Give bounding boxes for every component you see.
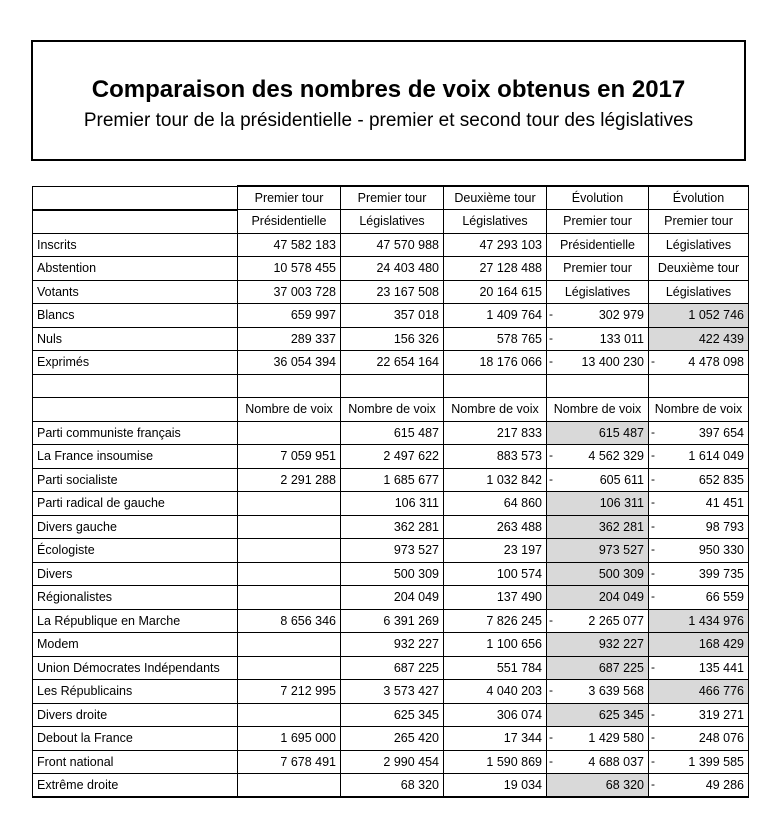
empty-cell (33, 374, 238, 398)
table-row (33, 750, 749, 774)
cell-evolution-1: - 13 400 230 (547, 351, 649, 375)
row-label: Inscrits (33, 233, 238, 257)
cell-legislatives-1: 204 049 (341, 586, 444, 610)
cell-legislatives-2: 263 488 (444, 515, 547, 539)
cell-legislatives-1: 3 573 427 (341, 680, 444, 704)
row-label: Blancs (33, 304, 238, 328)
col-header-leg2: Deuxième tour (444, 186, 547, 210)
cell-legislatives-1: 24 403 480 (341, 257, 444, 281)
party-label: Divers droite (33, 703, 238, 727)
cell-evolution-2: 1 434 976 (649, 609, 749, 633)
empty-cell (33, 186, 238, 210)
empty-cell (238, 374, 341, 398)
col-header-pres: Premier tour (238, 186, 341, 210)
col-subheader-leg2: Législatives (444, 210, 547, 234)
evo-header-2: Deuxième tour (649, 257, 749, 281)
cell-legislatives-1: 687 225 (341, 656, 444, 680)
cell-legislatives-2: 1 409 764 (444, 304, 547, 328)
cell-presidentielle (238, 774, 341, 798)
title-box (31, 40, 746, 161)
cell-evolution-1: - 4 562 329 (547, 445, 649, 469)
cell-legislatives-2: 217 833 (444, 421, 547, 445)
evo-header-2: Législatives (649, 233, 749, 257)
table-row (33, 633, 749, 657)
party-label: Front national (33, 750, 238, 774)
cell-presidentielle (238, 539, 341, 563)
table-row (33, 468, 749, 492)
cell-legislatives-1: 500 309 (341, 562, 444, 586)
cell-evolution-1: 625 345 (547, 703, 649, 727)
cell-legislatives-1: 68 320 (341, 774, 444, 798)
table-row (33, 304, 749, 328)
party-label: Parti radical de gauche (33, 492, 238, 516)
col-subheader-leg1: Législatives (341, 210, 444, 234)
table-row (33, 233, 749, 257)
cell-legislatives-2: 551 784 (444, 656, 547, 680)
empty-cell (649, 374, 749, 398)
empty-cell (547, 374, 649, 398)
party-label: Parti socialiste (33, 468, 238, 492)
cell-legislatives-1: 6 391 269 (341, 609, 444, 633)
cell-evolution-2: 1 052 746 (649, 304, 749, 328)
table-row (33, 539, 749, 563)
cell-evolution-2: - 49 286 (649, 774, 749, 798)
party-label: Debout la France (33, 727, 238, 751)
table-row (33, 515, 749, 539)
cell-legislatives-1: 357 018 (341, 304, 444, 328)
party-label: La République en Marche (33, 609, 238, 633)
cell-evolution-1: 106 311 (547, 492, 649, 516)
table-row (33, 257, 749, 281)
cell-legislatives-2: 23 197 (444, 539, 547, 563)
row-label: Nuls (33, 327, 238, 351)
party-label: Extrême droite (33, 774, 238, 798)
voix-header: Nombre de voix (238, 398, 341, 422)
cell-evolution-1: 973 527 (547, 539, 649, 563)
cell-evolution-2: - 950 330 (649, 539, 749, 563)
party-label: Divers (33, 562, 238, 586)
empty-cell (341, 374, 444, 398)
comparison-table (32, 185, 749, 798)
cell-legislatives-1: 156 326 (341, 327, 444, 351)
table-row (33, 703, 749, 727)
party-label: Parti communiste français (33, 421, 238, 445)
cell-evolution-1: - 2 265 077 (547, 609, 649, 633)
cell-evolution-1: - 3 639 568 (547, 680, 649, 704)
table-row (33, 445, 749, 469)
cell-evolution-1: 362 281 (547, 515, 649, 539)
cell-evolution-1: 615 487 (547, 421, 649, 445)
cell-presidentielle: 7 678 491 (238, 750, 341, 774)
cell-presidentielle: 8 656 346 (238, 609, 341, 633)
table-row (33, 421, 749, 445)
cell-presidentielle: 2 291 288 (238, 468, 341, 492)
cell-evolution-1: 932 227 (547, 633, 649, 657)
cell-evolution-1: - 1 429 580 (547, 727, 649, 751)
cell-evolution-2: - 66 559 (649, 586, 749, 610)
cell-presidentielle: 37 003 728 (238, 280, 341, 304)
col-header-evo1: Évolution (547, 186, 649, 210)
row-label: Exprimés (33, 351, 238, 375)
party-label: Union Démocrates Indépendants (33, 656, 238, 680)
col-subheader-evo2: Premier tour (649, 210, 749, 234)
evo-header-1: Premier tour (547, 257, 649, 281)
table-row (33, 280, 749, 304)
cell-evolution-2: - 41 451 (649, 492, 749, 516)
party-label: Divers gauche (33, 515, 238, 539)
voix-header-row (33, 398, 749, 422)
cell-legislatives-1: 973 527 (341, 539, 444, 563)
table-row (33, 774, 749, 798)
cell-evolution-1: - 133 011 (547, 327, 649, 351)
cell-legislatives-1: 2 497 622 (341, 445, 444, 469)
cell-legislatives-1: 47 570 988 (341, 233, 444, 257)
cell-presidentielle (238, 515, 341, 539)
cell-evolution-1: 687 225 (547, 656, 649, 680)
cell-evolution-2: 168 429 (649, 633, 749, 657)
cell-legislatives-1: 1 685 677 (341, 468, 444, 492)
table-row (33, 351, 749, 375)
party-label: Les Républicains (33, 680, 238, 704)
table-row (33, 609, 749, 633)
cell-evolution-2: - 4 478 098 (649, 351, 749, 375)
cell-presidentielle: 289 337 (238, 327, 341, 351)
cell-evolution-1: - 302 979 (547, 304, 649, 328)
cell-presidentielle: 659 997 (238, 304, 341, 328)
cell-presidentielle (238, 562, 341, 586)
cell-presidentielle (238, 586, 341, 610)
cell-legislatives-2: 17 344 (444, 727, 547, 751)
empty-cell (33, 398, 238, 422)
cell-legislatives-1: 265 420 (341, 727, 444, 751)
empty-cell (33, 210, 238, 234)
cell-presidentielle (238, 633, 341, 657)
cell-legislatives-1: 22 654 164 (341, 351, 444, 375)
cell-evolution-2: - 1 614 049 (649, 445, 749, 469)
party-label: Écologiste (33, 539, 238, 563)
cell-evolution-2: - 248 076 (649, 727, 749, 751)
page-subtitle: Premier tour de la présidentielle - premier et second tour des législatives (83, 110, 694, 131)
header-row-2 (33, 210, 749, 234)
table-row (33, 656, 749, 680)
cell-evolution-2: - 319 271 (649, 703, 749, 727)
cell-evolution-1: 500 309 (547, 562, 649, 586)
col-subheader-evo1: Premier tour (547, 210, 649, 234)
cell-evolution-2: - 652 835 (649, 468, 749, 492)
table-row (33, 327, 749, 351)
cell-legislatives-2: 27 128 488 (444, 257, 547, 281)
voix-header: Nombre de voix (444, 398, 547, 422)
cell-presidentielle: 10 578 455 (238, 257, 341, 281)
cell-presidentielle (238, 703, 341, 727)
cell-legislatives-2: 578 765 (444, 327, 547, 351)
cell-evolution-1: 204 049 (547, 586, 649, 610)
cell-evolution-2: - 98 793 (649, 515, 749, 539)
evo-header-2: Législatives (649, 280, 749, 304)
voix-header: Nombre de voix (649, 398, 749, 422)
cell-legislatives-1: 106 311 (341, 492, 444, 516)
cell-evolution-2: 466 776 (649, 680, 749, 704)
cell-legislatives-1: 23 167 508 (341, 280, 444, 304)
table-row (33, 727, 749, 751)
col-subheader-pres: Présidentielle (238, 210, 341, 234)
cell-legislatives-2: 7 826 245 (444, 609, 547, 633)
cell-presidentielle (238, 421, 341, 445)
cell-evolution-2: - 397 654 (649, 421, 749, 445)
table-row (33, 680, 749, 704)
cell-presidentielle: 47 582 183 (238, 233, 341, 257)
table-body (33, 186, 749, 797)
party-label: Modem (33, 633, 238, 657)
header-row-1 (33, 186, 749, 210)
cell-legislatives-2: 64 860 (444, 492, 547, 516)
row-label: Votants (33, 280, 238, 304)
row-label: Abstention (33, 257, 238, 281)
col-header-leg1: Premier tour (341, 186, 444, 210)
cell-presidentielle (238, 656, 341, 680)
cell-legislatives-1: 615 487 (341, 421, 444, 445)
cell-evolution-2: - 399 735 (649, 562, 749, 586)
empty-cell (444, 374, 547, 398)
cell-presidentielle: 7 212 995 (238, 680, 341, 704)
cell-presidentielle (238, 492, 341, 516)
cell-evolution-1: 68 320 (547, 774, 649, 798)
cell-evolution-2: - 1 399 585 (649, 750, 749, 774)
cell-legislatives-2: 137 490 (444, 586, 547, 610)
cell-presidentielle: 7 059 951 (238, 445, 341, 469)
cell-presidentielle: 1 695 000 (238, 727, 341, 751)
cell-legislatives-2: 18 176 066 (444, 351, 547, 375)
cell-legislatives-1: 362 281 (341, 515, 444, 539)
party-label: La France insoumise (33, 445, 238, 469)
voix-header: Nombre de voix (341, 398, 444, 422)
cell-legislatives-1: 625 345 (341, 703, 444, 727)
cell-legislatives-2: 100 574 (444, 562, 547, 586)
cell-legislatives-1: 2 990 454 (341, 750, 444, 774)
evo-header-1: Présidentielle (547, 233, 649, 257)
cell-legislatives-1: 932 227 (341, 633, 444, 657)
cell-evolution-1: - 4 688 037 (547, 750, 649, 774)
cell-legislatives-2: 20 164 615 (444, 280, 547, 304)
table-row (33, 586, 749, 610)
evo-header-1: Législatives (547, 280, 649, 304)
party-label: Régionalistes (33, 586, 238, 610)
cell-legislatives-2: 4 040 203 (444, 680, 547, 704)
cell-legislatives-2: 19 034 (444, 774, 547, 798)
col-header-evo2: Évolution (649, 186, 749, 210)
cell-legislatives-2: 306 074 (444, 703, 547, 727)
cell-legislatives-2: 1 590 869 (444, 750, 547, 774)
cell-legislatives-2: 1 100 656 (444, 633, 547, 657)
cell-evolution-2: 422 439 (649, 327, 749, 351)
cell-evolution-1: - 605 611 (547, 468, 649, 492)
page-title: Comparaison des nombres de voix obtenus en 2017 (91, 76, 686, 103)
cell-legislatives-2: 883 573 (444, 445, 547, 469)
cell-legislatives-2: 47 293 103 (444, 233, 547, 257)
voix-header: Nombre de voix (547, 398, 649, 422)
separator-row (33, 374, 749, 398)
table-row (33, 492, 749, 516)
cell-evolution-2: - 135 441 (649, 656, 749, 680)
table-row (33, 562, 749, 586)
cell-legislatives-2: 1 032 842 (444, 468, 547, 492)
cell-presidentielle: 36 054 394 (238, 351, 341, 375)
